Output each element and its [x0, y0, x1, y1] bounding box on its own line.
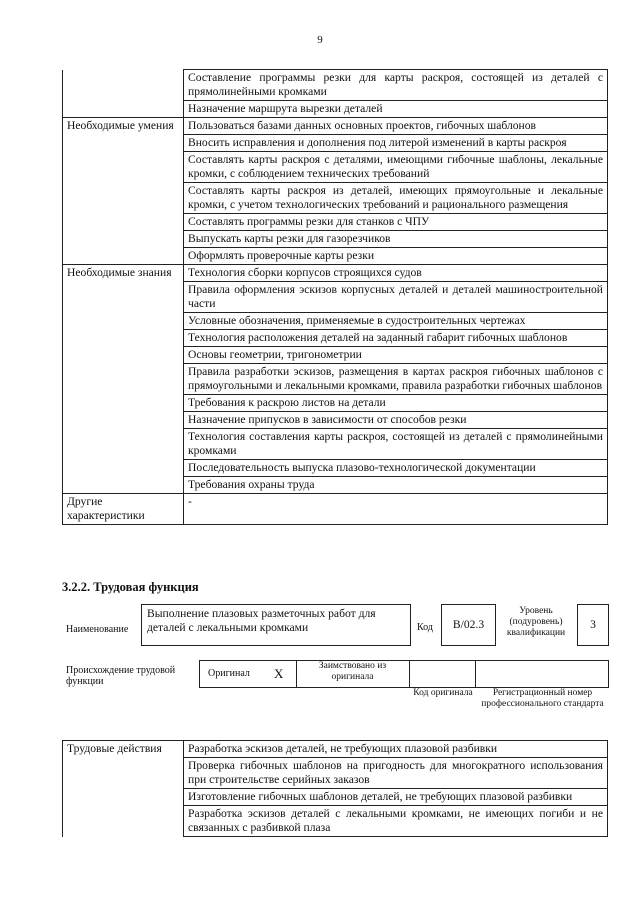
list-item: Последовательность выпуска плазово-технологической документации	[184, 460, 608, 477]
level-label: Уровень (подуровень) квалификации	[506, 606, 566, 638]
divider	[296, 660, 297, 687]
list-item: Составлять карты раскроя из деталей, имеющих прямоугольные и лекальные кромки, с учетом технологических требований и рационального размещения	[184, 183, 608, 214]
list-item: Составление программы резки для карты раскроя, состоящей из деталей с прямолинейными кромками	[184, 70, 608, 101]
reg-number-label: Регистрационный номер профессионального стандарта	[481, 688, 604, 709]
knowledge-label: Необходимые знания	[63, 265, 184, 282]
code-box	[441, 604, 496, 646]
name-label: Наименование	[66, 624, 129, 635]
list-item: Проверка гибочных шаблонов на пригодность для многократного использования при строительстве серийных заказов	[184, 758, 608, 789]
table-row	[63, 477, 608, 494]
original-label: Оригинал	[208, 668, 250, 679]
table-row	[63, 347, 608, 364]
table-row	[63, 330, 608, 347]
table-row	[63, 460, 608, 477]
table-row	[63, 101, 608, 118]
list-item: Вносить исправления и дополнения под литерой изменений в карты раскроя	[184, 135, 608, 152]
list-item: Разработка эскизов деталей, не требующих плазовой разбивки	[184, 741, 608, 758]
table-row	[63, 183, 608, 214]
table-row	[63, 152, 608, 183]
list-item: Составлять программы резки для станков с ЧПУ	[184, 214, 608, 231]
table-row	[63, 364, 608, 395]
list-item: Правила разработки эскизов, размещения в картах раскроя гибочных шаблонов с прямоугольными и лекальными кромками, правила разработки гибочных шаблонов	[184, 364, 608, 395]
list-item: Технология расположения деталей на заданный габарит гибочных шаблонов	[184, 330, 608, 347]
origin-label: Происхождение трудовой функции	[66, 665, 176, 687]
table-row	[63, 429, 608, 460]
table-row	[63, 494, 608, 525]
table-row	[63, 231, 608, 248]
borrowed-label: Заимствовано из оригинала	[318, 661, 387, 682]
table-row	[63, 313, 608, 330]
actions-table	[62, 740, 608, 837]
level-value: 3	[590, 618, 596, 631]
page-number: 9	[317, 34, 323, 46]
other-label: Другие характеристики	[63, 494, 184, 525]
name-box	[141, 604, 411, 646]
table-row	[63, 758, 608, 789]
list-item: Выпускать карты резки для газорезчиков	[184, 231, 608, 248]
table-row	[63, 395, 608, 412]
table-row	[63, 412, 608, 429]
list-item: Правила оформления эскизов корпусных деталей и деталей машиностроительной части	[184, 282, 608, 313]
section-title: 3.2.2. Трудовая функция	[62, 580, 199, 594]
empty-label-cell	[63, 70, 184, 101]
list-item: Основы геометрии, тригонометрии	[184, 347, 608, 364]
competency-table	[62, 69, 608, 525]
table-row	[63, 214, 608, 231]
list-item: Технология составления карты раскроя, состоящей из деталей с прямолинейными кромками	[184, 429, 608, 460]
actions-label: Трудовые действия	[63, 741, 184, 758]
name-value: Выполнение плазовых разметочных работ для деталей с лекальными кромками	[147, 607, 376, 634]
table-row	[63, 135, 608, 152]
list-item: Назначение припусков в зависимости от способов резки	[184, 412, 608, 429]
original-mark: X	[274, 666, 284, 681]
list-item: Требования к раскрою листов на детали	[184, 395, 608, 412]
empty-label-cell	[63, 101, 184, 118]
list-item: Изготовление гибочных шаблонов деталей, не требующих плазовой разбивки	[184, 789, 608, 806]
list-item: Составлять карты раскроя с деталями, имеющими гибочные шаблоны, лекальные кромки, с соблюдением технических требований	[184, 152, 608, 183]
code-label: Код	[417, 622, 433, 633]
table-row	[63, 118, 608, 135]
level-box	[577, 604, 609, 646]
table-row	[63, 806, 608, 837]
list-item: Оформлять проверочные карты резки	[184, 248, 608, 265]
divider	[475, 660, 476, 687]
skills-label: Необходимые умения	[63, 118, 184, 135]
table-row	[63, 741, 608, 758]
other-value: -	[184, 494, 608, 525]
list-item: Условные обозначения, применяемые в судостроительных чертежах	[184, 313, 608, 330]
divider	[409, 660, 410, 687]
list-item: Технология сборки корпусов строящихся судов	[184, 265, 608, 282]
list-item: Требования охраны труда	[184, 477, 608, 494]
table-row	[63, 70, 608, 101]
list-item: Пользоваться базами данных основных проектов, гибочных шаблонов	[184, 118, 608, 135]
list-item: Разработка эскизов деталей с лекальными кромками, не имеющих погиби и не связанных с разбивкой плаза	[184, 806, 608, 837]
list-item: Назначение маршрута вырезки деталей	[184, 101, 608, 118]
table-row	[63, 265, 608, 282]
code-original-label: Код оригинала	[413, 688, 473, 698]
table-row	[63, 248, 608, 265]
table-row	[63, 282, 608, 313]
table-row	[63, 789, 608, 806]
code-value: B/02.3	[452, 618, 485, 631]
